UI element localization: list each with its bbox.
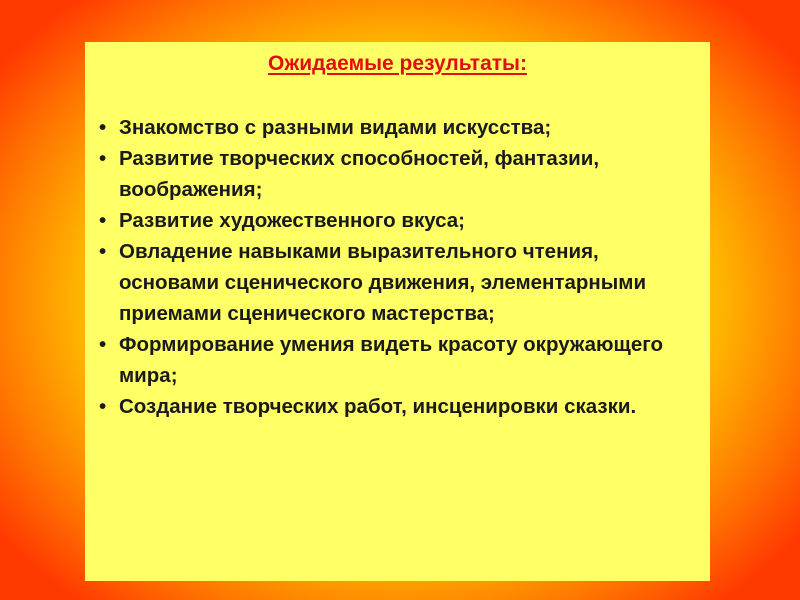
- bullet-icon: •: [99, 209, 107, 232]
- content-card: [85, 42, 710, 581]
- bullet-icon: •: [99, 147, 107, 170]
- bullet-icon: •: [99, 116, 107, 139]
- list-item-text: Знакомство с разными видами искусства;: [119, 116, 552, 139]
- list-item: [99, 205, 699, 236]
- bullet-icon: •: [99, 333, 107, 356]
- bullet-icon: •: [99, 395, 107, 418]
- list-item: [99, 112, 699, 143]
- list-item: [99, 236, 699, 329]
- list-item-text: Овладение навыками выразительного чтения, основами сценического движения, элементарными приемами сценического мастерства;: [119, 240, 647, 325]
- list-item-text: Формирование умения видеть красоту окружающего мира;: [119, 333, 664, 387]
- list-item-text: Создание творческих работ, инсценировки сказки.: [119, 395, 637, 418]
- bullet-icon: •: [99, 240, 107, 263]
- slide-title: Ожидаемые результаты:: [268, 52, 527, 75]
- list-item: [99, 143, 699, 205]
- list-item: [99, 391, 699, 422]
- results-list: [99, 112, 699, 422]
- list-item: [99, 329, 699, 391]
- list-item-text: Развитие творческих способностей, фантазии, воображения;: [119, 147, 600, 201]
- list-item-text: Развитие художественного вкуса;: [119, 209, 465, 232]
